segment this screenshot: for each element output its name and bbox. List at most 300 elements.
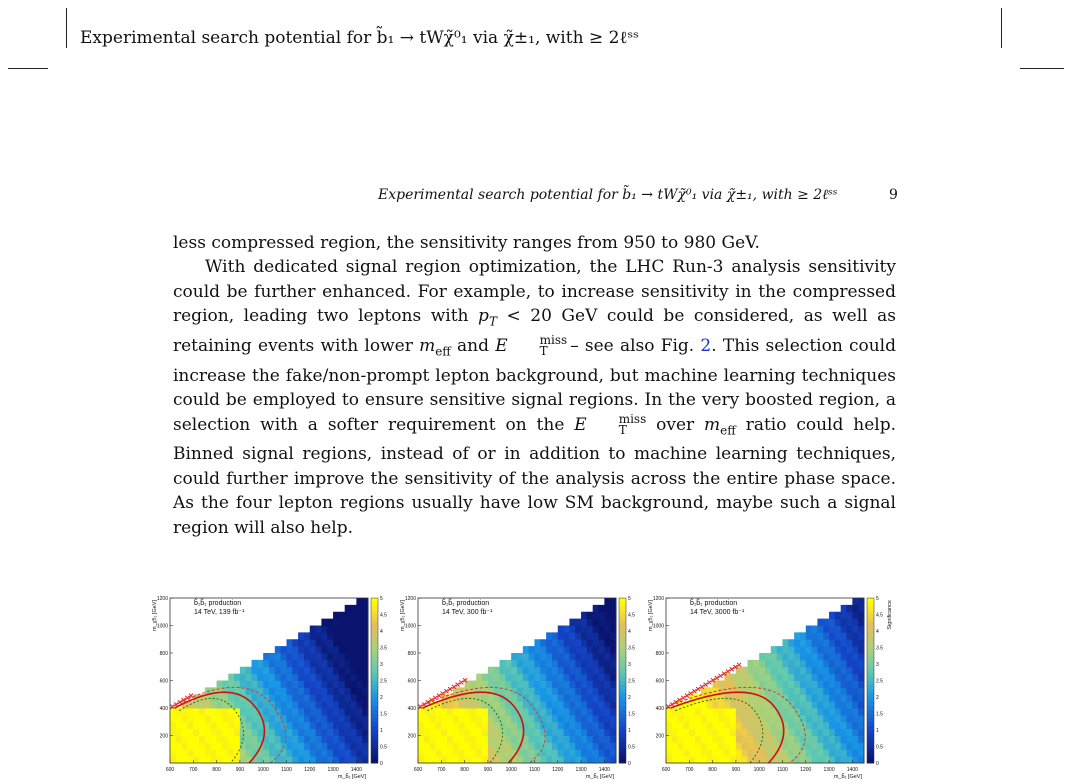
heatmap-cell bbox=[730, 736, 736, 743]
heatmap-cell bbox=[292, 749, 298, 756]
heatmap-cell bbox=[575, 749, 581, 756]
heatmap-cell bbox=[546, 674, 552, 681]
heatmap-cell bbox=[362, 694, 368, 701]
heatmap-cell bbox=[327, 756, 333, 763]
heatmap-cell bbox=[488, 736, 494, 743]
heatmap-cell bbox=[246, 667, 252, 674]
heatmap-cell bbox=[511, 667, 517, 674]
heatmap-cell bbox=[847, 687, 853, 694]
heatmap-cell bbox=[852, 612, 858, 619]
heatmap-cell bbox=[817, 742, 823, 749]
heatmap-cell bbox=[511, 729, 517, 736]
heatmap-cell bbox=[800, 639, 806, 646]
heatmap-cell bbox=[482, 756, 488, 763]
heatmap-cell bbox=[435, 722, 441, 729]
heatmap-cell bbox=[170, 736, 176, 743]
heatmap-cell bbox=[430, 715, 436, 722]
heatmap-cell bbox=[672, 722, 678, 729]
heatmap-cell bbox=[333, 653, 339, 660]
heatmap-cell bbox=[246, 749, 252, 756]
heatmap-cell bbox=[281, 756, 287, 763]
heatmap-cell bbox=[333, 756, 339, 763]
heatmap-cell bbox=[564, 632, 570, 639]
heatmap-cell bbox=[569, 722, 575, 729]
heatmap-cell bbox=[447, 722, 453, 729]
diagonal-marker bbox=[433, 696, 437, 700]
heatmap-cell bbox=[546, 667, 552, 674]
heatmap-cell bbox=[546, 694, 552, 701]
heatmap-cell bbox=[587, 667, 593, 674]
heatmap-cell bbox=[199, 742, 205, 749]
heatmap-cell bbox=[217, 736, 223, 743]
heatmap-cell bbox=[362, 736, 368, 743]
heatmap-cell bbox=[759, 681, 765, 688]
heatmap-cell bbox=[771, 742, 777, 749]
heatmap-cell bbox=[581, 742, 587, 749]
colorbar-tick-label: 4 bbox=[380, 629, 383, 635]
heatmap-cell bbox=[835, 619, 841, 626]
diagonal-marker bbox=[448, 687, 452, 691]
figure-reference-link[interactable]: 2 bbox=[700, 336, 712, 357]
heatmap-cell bbox=[782, 653, 788, 660]
heatmap-cell bbox=[581, 632, 587, 639]
heatmap-cell bbox=[587, 626, 593, 633]
heatmap-cell bbox=[339, 619, 345, 626]
heatmap-cell bbox=[806, 632, 812, 639]
heatmap-cell bbox=[788, 722, 794, 729]
heatmap-cell bbox=[228, 722, 234, 729]
heatmap-cell bbox=[718, 749, 724, 756]
y-tick-label: 200 bbox=[655, 733, 664, 740]
heatmap-cell bbox=[610, 667, 616, 674]
heatmap-cell bbox=[587, 715, 593, 722]
heatmap-cell bbox=[286, 646, 292, 653]
y-tick-label: 400 bbox=[407, 706, 416, 712]
heatmap-cell bbox=[345, 612, 351, 619]
heatmap-cell bbox=[823, 674, 829, 681]
heatmap-cell bbox=[823, 742, 829, 749]
heatmap-cell bbox=[263, 687, 269, 694]
heatmap-cell bbox=[823, 687, 829, 694]
heatmap-cell bbox=[841, 646, 847, 653]
heatmap-cell bbox=[321, 736, 327, 743]
diagonal-marker bbox=[726, 669, 730, 673]
heatmap-cell bbox=[794, 674, 800, 681]
colorbar-segment bbox=[619, 652, 626, 657]
heatmap-cell bbox=[459, 708, 465, 715]
heatmap-cell bbox=[823, 736, 829, 743]
colorbar-segment bbox=[619, 615, 626, 620]
heatmap-cell bbox=[211, 694, 217, 701]
x-tick-label: 1000 bbox=[257, 767, 269, 773]
heatmap-cell bbox=[782, 646, 788, 653]
heatmap-cell bbox=[304, 715, 310, 722]
heatmap-cell bbox=[581, 646, 587, 653]
heatmap-cell bbox=[806, 708, 812, 715]
running-header: Experimental search potential for b̃₁ → tWχ̃⁰₁ via χ̃±₁, with ≥ 2ℓˢˢ bbox=[378, 187, 838, 203]
heatmap-cell bbox=[269, 742, 275, 749]
heatmap-cell bbox=[321, 681, 327, 688]
heatmap-cell bbox=[736, 687, 742, 694]
heatmap-cell bbox=[581, 612, 587, 619]
colorbar-segment bbox=[619, 718, 626, 723]
colorbar-segment bbox=[371, 751, 378, 756]
heatmap-cell bbox=[771, 722, 777, 729]
heatmap-cell bbox=[858, 674, 864, 681]
heatmap-cell bbox=[304, 646, 310, 653]
heatmap-cell bbox=[252, 736, 258, 743]
heatmap-cell bbox=[610, 736, 616, 743]
heatmap-cell bbox=[505, 667, 511, 674]
colorbar-segment bbox=[867, 718, 874, 723]
heatmap-cell bbox=[858, 694, 864, 701]
heatmap-cell bbox=[304, 749, 310, 756]
heatmap-cell bbox=[672, 729, 678, 736]
heatmap-cell bbox=[316, 687, 322, 694]
heatmap-cell bbox=[736, 708, 742, 715]
heatmap-cell bbox=[304, 722, 310, 729]
heatmap-cell bbox=[742, 749, 748, 756]
heatmap-cell bbox=[505, 722, 511, 729]
heatmap-cell bbox=[593, 639, 599, 646]
heatmap-cell bbox=[788, 660, 794, 667]
heatmap-cell bbox=[759, 653, 765, 660]
heatmap-cell bbox=[339, 701, 345, 708]
heatmap-cell bbox=[298, 646, 304, 653]
heatmap-cell bbox=[604, 674, 610, 681]
heatmap-cell bbox=[333, 715, 339, 722]
heatmap-cell bbox=[316, 749, 322, 756]
heatmap-cell bbox=[558, 653, 564, 660]
heatmap-cell bbox=[286, 639, 292, 646]
heatmap-cell bbox=[707, 687, 713, 694]
heatmap-cell bbox=[689, 715, 695, 722]
heatmap-cell bbox=[604, 639, 610, 646]
heatmap-cell bbox=[257, 667, 263, 674]
heatmap-cell bbox=[304, 694, 310, 701]
heatmap-cell bbox=[858, 632, 864, 639]
heatmap-cell bbox=[263, 742, 269, 749]
heatmap-cell bbox=[593, 646, 599, 653]
heatmap-cell bbox=[742, 667, 748, 674]
heatmap-cell bbox=[362, 605, 368, 612]
heatmap-cell bbox=[823, 660, 829, 667]
heatmap-cell bbox=[505, 742, 511, 749]
heatmap-cell bbox=[806, 722, 812, 729]
heatmap-cell bbox=[724, 722, 730, 729]
heatmap-cell bbox=[304, 632, 310, 639]
heatmap-cell bbox=[829, 742, 835, 749]
heatmap-cell bbox=[575, 715, 581, 722]
heatmap-cell bbox=[327, 736, 333, 743]
heatmap-cell bbox=[269, 736, 275, 743]
colorbar-segment bbox=[619, 689, 626, 694]
colorbar-segment bbox=[371, 664, 378, 669]
heatmap-cell bbox=[599, 701, 605, 708]
heatmap-cell bbox=[835, 681, 841, 688]
heatmap-cell bbox=[176, 715, 182, 722]
heatmap-cell bbox=[275, 736, 281, 743]
heatmap-cell bbox=[316, 729, 322, 736]
heatmap-cell bbox=[610, 605, 616, 612]
colorbar-segment bbox=[867, 722, 874, 727]
heatmap-cell bbox=[292, 674, 298, 681]
heatmap-cell bbox=[470, 715, 476, 722]
colorbar-segment bbox=[371, 718, 378, 723]
heatmap-cell bbox=[470, 749, 476, 756]
heatmap-cell bbox=[575, 632, 581, 639]
colorbar-segment bbox=[619, 751, 626, 756]
heatmap-cell bbox=[240, 667, 246, 674]
x-tick-label: 1000 bbox=[505, 767, 517, 773]
heatmap-cell bbox=[321, 646, 327, 653]
colorbar-segment bbox=[619, 685, 626, 690]
colorbar-segment bbox=[619, 656, 626, 661]
heatmap-cell bbox=[552, 694, 558, 701]
heatmap-cell bbox=[759, 667, 765, 674]
heatmap-cell bbox=[782, 701, 788, 708]
heatmap-cell bbox=[788, 639, 794, 646]
heatmap-cell bbox=[841, 736, 847, 743]
heatmap-cell bbox=[610, 742, 616, 749]
heatmap-cell bbox=[788, 687, 794, 694]
colorbar-segment bbox=[619, 672, 626, 677]
heatmap-cell bbox=[453, 708, 459, 715]
heatmap-cell bbox=[558, 729, 564, 736]
heatmap-cell bbox=[852, 701, 858, 708]
colorbar-segment bbox=[867, 709, 874, 714]
heatmap-cell bbox=[858, 701, 864, 708]
heatmap-cell bbox=[327, 694, 333, 701]
heatmap-cell bbox=[847, 742, 853, 749]
heatmap-cell bbox=[835, 729, 841, 736]
heatmap-cell bbox=[599, 736, 605, 743]
heatmap-cell bbox=[465, 749, 471, 756]
heatmap-cell bbox=[736, 742, 742, 749]
heatmap-cell bbox=[593, 605, 599, 612]
heatmap-cell bbox=[564, 660, 570, 667]
heatmap-cell bbox=[316, 694, 322, 701]
heatmap-cell bbox=[587, 708, 593, 715]
heatmap-cell bbox=[546, 722, 552, 729]
heatmap-cell bbox=[310, 708, 316, 715]
x-tick-label: 1100 bbox=[777, 767, 788, 773]
x-tick-label: 800 bbox=[460, 767, 469, 773]
heatmap-cell bbox=[847, 605, 853, 612]
heatmap-cell bbox=[604, 598, 610, 605]
heatmap-cell bbox=[182, 756, 188, 763]
p2-text-f: over bbox=[646, 414, 705, 435]
p2-text-e: . This selection could increase the fake/non-prompt lepton background, but machine learning techniques could be employed to ensure sensitive signal regions. In the very boosted region, a selection with a softer requirement on the bbox=[173, 336, 897, 435]
diagonal-marker bbox=[185, 696, 189, 700]
diagonal-marker bbox=[737, 663, 741, 667]
heatmap-cell bbox=[730, 708, 736, 715]
heatmap-cell bbox=[310, 681, 316, 688]
heatmap-cell bbox=[345, 715, 351, 722]
heatmap-cell bbox=[724, 756, 730, 763]
heatmap-cell bbox=[817, 681, 823, 688]
heatmap-cell bbox=[310, 749, 316, 756]
heatmap-cell bbox=[356, 708, 362, 715]
heatmap-cell bbox=[858, 626, 864, 633]
colorbar-segment bbox=[619, 697, 626, 702]
heatmap-cell bbox=[794, 646, 800, 653]
p2-text-c: and bbox=[450, 336, 496, 357]
heatmap-cell bbox=[847, 646, 853, 653]
colorbar-segment bbox=[619, 722, 626, 727]
heatmap-cell bbox=[494, 756, 500, 763]
heatmap-cell bbox=[176, 756, 182, 763]
heatmap-cell bbox=[182, 715, 188, 722]
left-margin-line bbox=[66, 8, 67, 48]
heatmap-cell bbox=[176, 722, 182, 729]
heatmap-cell bbox=[558, 722, 564, 729]
heatmap-cell bbox=[812, 632, 818, 639]
heatmap-cell bbox=[847, 632, 853, 639]
heatmap-cell bbox=[812, 708, 818, 715]
heatmap-cell bbox=[593, 694, 599, 701]
heatmap-cell bbox=[540, 639, 546, 646]
heatmap-cell bbox=[345, 736, 351, 743]
heatmap-cell bbox=[292, 667, 298, 674]
heatmap-cell bbox=[604, 749, 610, 756]
heatmap-cell bbox=[228, 742, 234, 749]
heatmap-cell bbox=[488, 742, 494, 749]
heatmap-cell bbox=[695, 708, 701, 715]
heatmap-cell bbox=[211, 722, 217, 729]
heatmap-cell bbox=[511, 674, 517, 681]
heatmap-cell bbox=[564, 722, 570, 729]
colorbar-segment bbox=[371, 755, 378, 760]
heatmap-cell bbox=[666, 736, 672, 743]
heatmap-cell bbox=[587, 660, 593, 667]
heatmap-cell bbox=[511, 653, 517, 660]
panel-label-lumi: 14 TeV, 139 fb⁻¹ bbox=[194, 609, 245, 616]
heatmap-cell bbox=[581, 681, 587, 688]
heatmap-cell bbox=[356, 715, 362, 722]
heatmap-cell bbox=[812, 681, 818, 688]
heatmap-cell bbox=[517, 681, 523, 688]
heatmap-cell bbox=[459, 729, 465, 736]
colorbar-segment bbox=[867, 619, 874, 624]
heatmap-cell bbox=[447, 715, 453, 722]
heatmap-cell bbox=[281, 660, 287, 667]
heatmap-cell bbox=[581, 667, 587, 674]
heatmap-cell bbox=[362, 626, 368, 633]
heatmap-cell bbox=[546, 708, 552, 715]
heatmap-cell bbox=[205, 729, 211, 736]
heatmap-cell bbox=[362, 687, 368, 694]
heatmap-cell bbox=[564, 701, 570, 708]
heatmap-cell bbox=[599, 694, 605, 701]
heatmap-cell bbox=[610, 619, 616, 626]
paragraph-2 bbox=[173, 255, 896, 540]
heatmap-cell bbox=[707, 742, 713, 749]
heatmap-cell bbox=[724, 708, 730, 715]
heatmap-cell bbox=[835, 639, 841, 646]
heatmap-cell bbox=[441, 722, 447, 729]
heatmap-cell bbox=[759, 742, 765, 749]
heatmap-cell bbox=[304, 653, 310, 660]
heatmap-cell bbox=[453, 715, 459, 722]
heatmap-cell bbox=[593, 653, 599, 660]
x-tick-label: 900 bbox=[483, 767, 493, 773]
heatmap-cell bbox=[581, 619, 587, 626]
heatmap-cell bbox=[847, 756, 853, 763]
heatmap-cell bbox=[858, 653, 864, 660]
heatmap-cell bbox=[847, 667, 853, 674]
heatmap-cell bbox=[599, 619, 605, 626]
heatmap-cell bbox=[753, 667, 759, 674]
heatmap-cell bbox=[540, 667, 546, 674]
panel-label-lumi: 14 TeV, 300 fb⁻¹ bbox=[442, 609, 493, 616]
heatmap-cell bbox=[304, 687, 310, 694]
heatmap-cell bbox=[604, 667, 610, 674]
heatmap-cell bbox=[351, 619, 357, 626]
heatmap-cell bbox=[558, 749, 564, 756]
heatmap-cell bbox=[695, 742, 701, 749]
heatmap-cell bbox=[228, 674, 234, 681]
heatmap-cell bbox=[333, 694, 339, 701]
colorbar-segment bbox=[867, 734, 874, 739]
heatmap-cell bbox=[362, 674, 368, 681]
heatmap-cell bbox=[852, 674, 858, 681]
heatmap-cell bbox=[569, 736, 575, 743]
heatmap-cell bbox=[339, 736, 345, 743]
heatmap-cell bbox=[753, 722, 759, 729]
heatmap-cell bbox=[217, 742, 223, 749]
heatmap-cell bbox=[546, 729, 552, 736]
diagonal-marker bbox=[437, 694, 441, 698]
paragraph-1 bbox=[173, 231, 896, 255]
x-tick-label: 1000 bbox=[753, 767, 765, 773]
heatmap-cell bbox=[552, 749, 558, 756]
heatmap-cell bbox=[470, 681, 476, 688]
heatmap-cell bbox=[511, 681, 517, 688]
heatmap-cell bbox=[564, 639, 570, 646]
colorbar-tick-label: 3.5 bbox=[380, 645, 387, 652]
heatmap-cell bbox=[339, 694, 345, 701]
heatmap-cell bbox=[777, 646, 783, 653]
heatmap-cell bbox=[333, 626, 339, 633]
heatmap-cell bbox=[759, 660, 765, 667]
diagonal-marker bbox=[730, 667, 734, 671]
heatmap-cell bbox=[575, 626, 581, 633]
heatmap-cell bbox=[835, 694, 841, 701]
heatmap-cell bbox=[351, 742, 357, 749]
heatmap-cell bbox=[835, 632, 841, 639]
heatmap-cell bbox=[281, 653, 287, 660]
heatmap-cell bbox=[476, 756, 482, 763]
heatmap-cell bbox=[564, 729, 570, 736]
heatmap-cell bbox=[523, 646, 529, 653]
meff-symbol-2: m bbox=[704, 414, 721, 435]
heatmap-cell bbox=[453, 701, 459, 708]
heatmap-cell bbox=[829, 639, 835, 646]
heatmap-cell bbox=[689, 749, 695, 756]
heatmap-cell bbox=[777, 701, 783, 708]
heatmap-cell bbox=[356, 653, 362, 660]
heatmap-cell bbox=[275, 715, 281, 722]
heatmap-cell bbox=[581, 722, 587, 729]
heatmap-cell bbox=[310, 715, 316, 722]
heatmap-cell bbox=[345, 722, 351, 729]
heatmap-cell bbox=[748, 736, 754, 743]
heatmap-cell bbox=[523, 687, 529, 694]
heatmap-cell bbox=[424, 708, 430, 715]
heatmap-cell bbox=[546, 742, 552, 749]
heatmap-cell bbox=[252, 742, 258, 749]
